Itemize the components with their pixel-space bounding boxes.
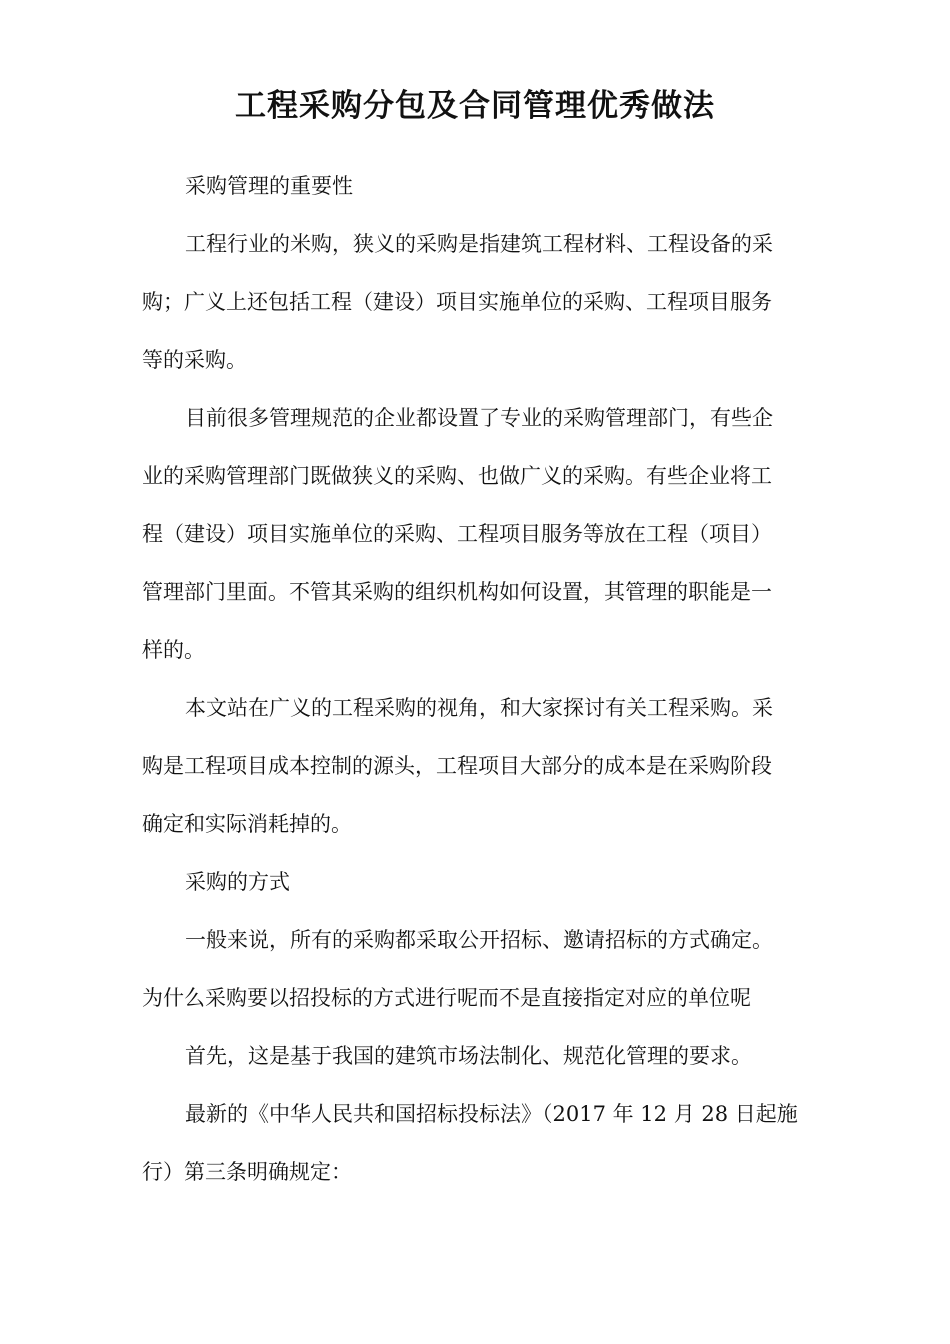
paragraph-line: 一般来说，所有的采购都采取公开招标、邀请招标的方式确定。: [185, 928, 773, 952]
paragraph-line: 首先，这是基于我国的建筑市场法制化、规范化管理的要求。: [185, 1044, 752, 1068]
section-heading-methods: 采购的方式: [185, 870, 290, 894]
paragraph-line: 目前很多管理规范的企业都设置了专业的采购管理部门，有些企: [185, 406, 773, 430]
paragraph-line: 工程行业的米购，狭义的采购是指建筑工程材料、工程设备的采: [185, 232, 773, 256]
section-heading-importance: 采购管理的重要性: [185, 174, 353, 198]
paragraph-line: 购是工程项目成本控制的源头，工程项目大部分的成本是在采购阶段: [142, 754, 772, 778]
paragraph-line: 等的采购。: [142, 348, 247, 372]
paragraph-line: 样的。: [142, 638, 205, 662]
paragraph-line: 购；广义上还包括工程（建设）项目实施单位的采购、工程项目服务: [142, 290, 772, 314]
paragraph-line: 最新的《中华人民共和国招标投标法》（2017 年 12 月 28 日起施: [185, 1102, 798, 1126]
paragraph-line: 确定和实际消耗掉的。: [142, 812, 352, 836]
paragraph-line: 程（建设）项目实施单位的采购、工程项目服务等放在工程（项目）: [142, 522, 772, 546]
paragraph-line: 行）第三条明确规定：: [142, 1160, 352, 1184]
paragraph-line: 为什么采购要以招投标的方式进行呢而不是直接指定对应的单位呢: [142, 986, 751, 1010]
document-title: 工程采购分包及合同管理优秀做法: [235, 88, 715, 124]
paragraph-line: 业的采购管理部门既做狭义的采购、也做广义的采购。有些企业将工: [142, 464, 772, 488]
paragraph-line: 本文站在广义的工程采购的视角，和大家探讨有关工程采购。采: [185, 696, 773, 720]
paragraph-line: 管理部门里面。不管其采购的组织机构如何设置，其管理的职能是一: [142, 580, 772, 604]
